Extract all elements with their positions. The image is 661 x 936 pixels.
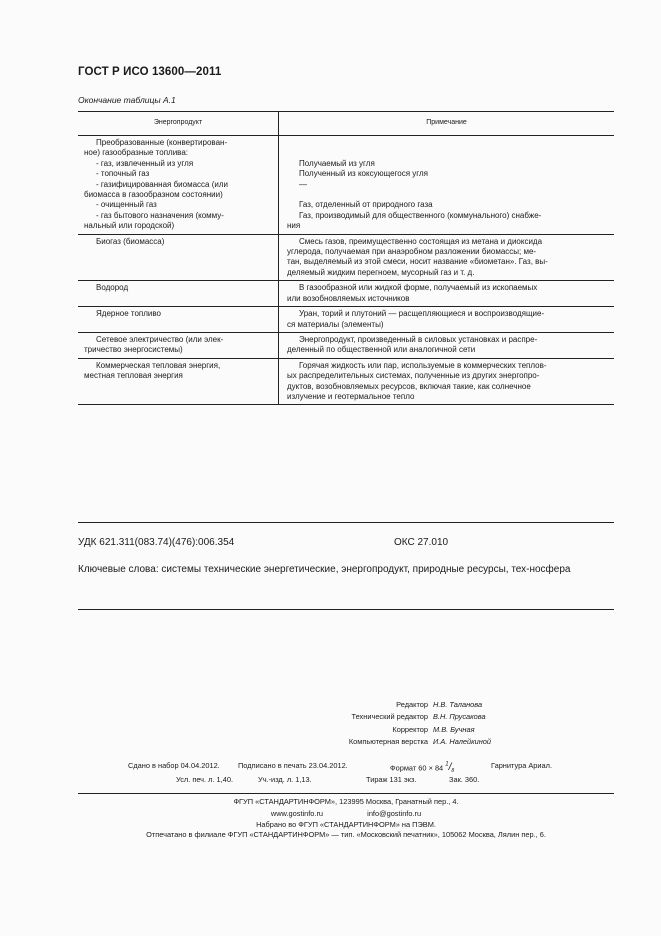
note-line: ния [287, 221, 301, 231]
credit-name: Н.В. Таланова [433, 700, 483, 709]
print-run: Тираж 131 экз. [366, 775, 417, 784]
table-row [78, 234, 614, 281]
note-cell [279, 234, 615, 281]
footer-line-printed: Отпечатано в филиале ФГУП «СТАНДАРТИНФОРМ» — тип. «Московский печатник», 105062 Москва, Лялин пер., 6. [146, 830, 546, 839]
product-line: местная тепловая энергия [84, 371, 183, 381]
note-line: Энергопродукт, произведенный в силовых установках и распре- [299, 334, 538, 344]
print-submitted: Сдано в набор 04.04.2012. [128, 761, 220, 770]
print-sheets: Усл. печ. л. 1,40. [176, 775, 233, 784]
udc-code: УДК 621.311(083.74)(476):006.354 [78, 537, 235, 548]
note-line: излучение и геотермальное тепло [287, 391, 415, 401]
product-line: ное) газообразные топлива: [84, 148, 189, 158]
product-cell [78, 307, 279, 333]
credit-line [150, 736, 506, 748]
product-cell [78, 234, 279, 281]
footer-line-typeset: Набрано во ФГУП «СТАНДАРТИНФОРМ» на ПЭВМ. [256, 820, 436, 829]
table-row [78, 281, 614, 307]
credits-block [150, 699, 506, 748]
credit-role: Редактор [396, 700, 428, 709]
format-label: Формат 60 × 84 [390, 763, 444, 773]
print-font: Гарнитура Ариал. [491, 761, 553, 770]
credit-line [150, 699, 506, 711]
note-line: В газообразной или жидкой форме, получаемый из ископаемых [299, 283, 538, 293]
product-line: нальный или городской) [84, 221, 175, 231]
note-line: Смесь газов, преимущественно состоящая из метана и диоксида [299, 236, 543, 246]
note-line: или возобновляемых источников [287, 293, 410, 303]
table-caption: Окончание таблицы А.1 [78, 95, 176, 105]
print-signed: Подписано в печать 23.04.2012. [238, 761, 348, 770]
product-line: Водород [96, 283, 129, 293]
print-order: Зак. 360. [449, 775, 480, 784]
table-row [78, 358, 614, 405]
column-header-note: Примечание [279, 112, 615, 136]
product-line: Сетевое электричество (или элек- [96, 334, 224, 344]
product-line: - газ бытового назначения (комму- [96, 210, 224, 220]
divider-top [78, 522, 614, 523]
product-line: - топочный газ [96, 169, 150, 179]
note-line: Получаемый из угля [299, 158, 375, 168]
table-row [78, 136, 614, 235]
table-header-row [78, 112, 614, 136]
pub-sheets: Уч.-изд. л. 1,13. [258, 775, 312, 784]
product-line: тричество энергосистемы) [84, 345, 183, 355]
table-row [78, 307, 614, 333]
oks-code: ОКС 27.010 [394, 537, 449, 548]
note-line: тан, выделяемый из этой смеси, носит название «биометан». Газ, вы- [287, 257, 548, 267]
note-line: Полученный из коксующегося угля [299, 169, 429, 179]
column-header-product: Энергопродукт [78, 112, 279, 136]
note-line: ся материалы (элементы) [287, 319, 384, 329]
product-cell [78, 332, 279, 358]
footer-line-publisher: ФГУП «СТАНДАРТИНФОРМ», 123995 Москва, Гранатный пер., 4. [233, 797, 459, 806]
product-cell [78, 281, 279, 307]
credit-role: Технический редактор [351, 712, 428, 722]
product-line: Ядерное топливо [96, 309, 161, 319]
note-cell [279, 281, 615, 307]
standard-title: ГОСТ Р ИСО 13600—2011 [78, 66, 222, 78]
product-line: - газ, извлеченный из угля [96, 158, 194, 168]
note-cell [279, 136, 615, 235]
divider-footer [78, 793, 614, 794]
credit-role: Компьютерная верстка [348, 736, 428, 746]
product-line: - очищенный газ [96, 200, 157, 210]
note-cell [279, 307, 615, 333]
divider-bottom [78, 609, 614, 610]
footer-line-contacts [78, 808, 614, 820]
credit-name: В.Н. Прусакова [433, 712, 486, 722]
format-fraction: $^1/_8$ [445, 762, 455, 775]
product-cell [78, 136, 279, 235]
energy-products-table [78, 111, 614, 405]
footer-web: www.gostinfo.ru [270, 809, 324, 818]
table-row [78, 332, 614, 358]
note-line: Уран, торий и плутоний — расщепляющиеся и воспроизводящие- [299, 309, 545, 319]
note-line: углерода, получаемая при анаэробном разложении биомассы; ме- [287, 247, 537, 257]
note-line: деляемый жидким перегноем, мусорный газ и т. д. [287, 267, 475, 277]
note-line: дуктов, возобновляемых ресурсов, включая такие, как солнечное [287, 381, 531, 391]
product-line: Биогаз (биомасса) [96, 236, 165, 246]
product-line: Преобразованные (конвертирован- [96, 138, 228, 147]
product-line: Коммерческая тепловая энергия, [96, 360, 221, 370]
keywords: Ключевые слова: системы технические энергетические, энергопродукт, природные ресурсы, тех-носфера [78, 564, 571, 575]
product-line: биомасса в газообразном состоянии) [84, 190, 223, 200]
note-line: Газ, отделенный от природного газа [299, 200, 433, 210]
note-cell [279, 332, 615, 358]
footer-email: info@gostinfo.ru [367, 809, 422, 818]
credit-name: И.А. Налейкиной [433, 736, 492, 746]
product-cell [78, 358, 279, 405]
credit-role: Корректор [392, 724, 428, 734]
product-line: - газифицированная биомасса (или [96, 179, 228, 189]
credit-line [150, 724, 506, 736]
note-line: Горячая жидкость или пар, используемые в коммерческих теплов- [299, 360, 547, 370]
note-line: — [299, 179, 307, 189]
note-line: ых распределительных системах, полученные из других энергопро- [287, 371, 540, 381]
credit-name: М.В. Бучная [433, 724, 475, 734]
note-line: Газ, производимый для общественного (коммунального) снабже- [299, 210, 542, 220]
credit-line [150, 711, 506, 723]
note-line: деленный по общественной или аналогичной сети [287, 345, 476, 355]
note-cell [279, 358, 615, 405]
